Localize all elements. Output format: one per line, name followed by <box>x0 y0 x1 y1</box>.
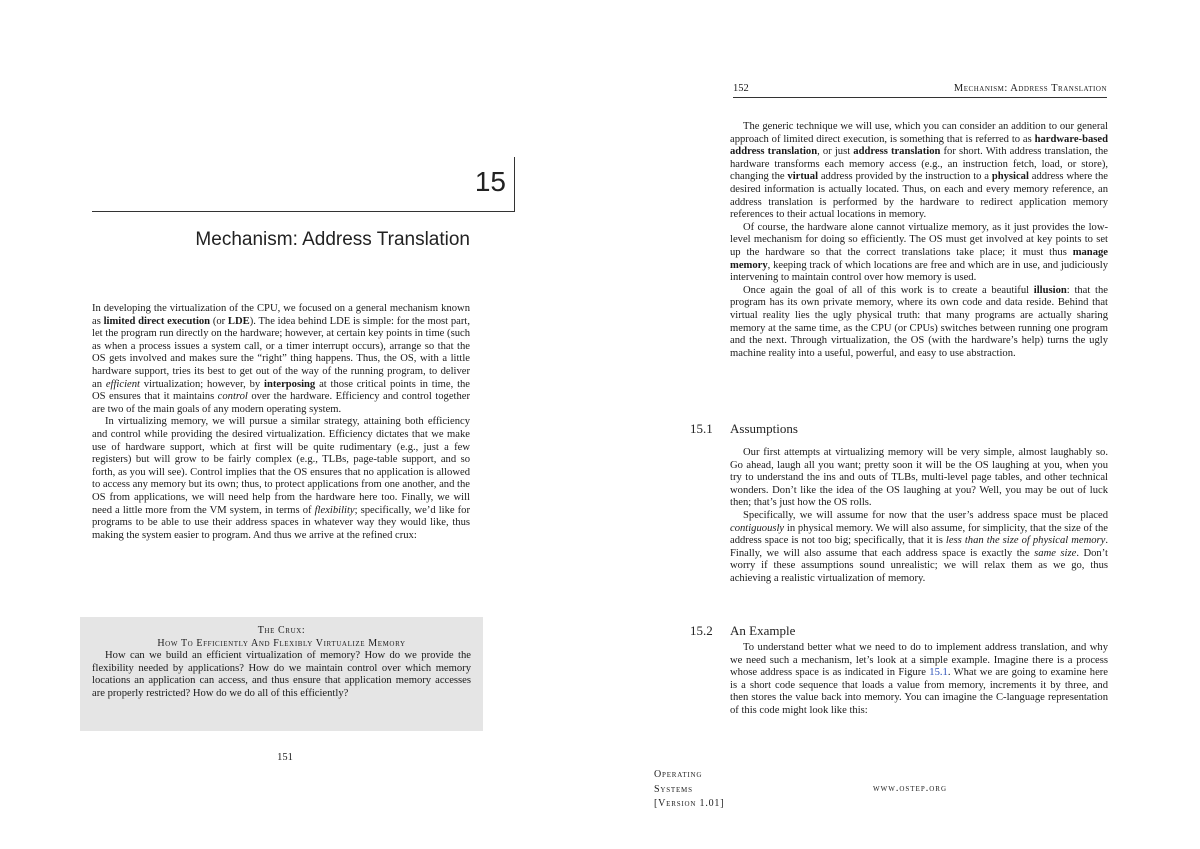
right-paragraph: The generic technique we will use, which you can consider an addition to our general approach of limited direct execution, is something that is referred to as hardware-based address translation, or just address translation for short. With address translation, the hardware transforms each memory access (e.g., an instruction fetch, load, or store), changing the virtual address provided by the instruction to a physical address where the desired information is actually located. Thus, on each and every memory reference, an address translation is performed by the hardware to redirect application memory references to their actual locations in memory. <box>730 121 1108 221</box>
footer-book-info <box>654 768 724 812</box>
italic-term: flexibility <box>314 504 355 516</box>
running-head-title: Mechanism: Address Translation <box>953 83 1107 94</box>
bold-term: address translation <box>853 146 941 158</box>
bold-term: virtual <box>787 171 819 183</box>
footer-line-version: [Version 1.01] <box>654 798 725 809</box>
crux-box <box>80 617 483 731</box>
crux-title: The Crux: <box>257 625 306 636</box>
bold-term: limited direct execution <box>103 315 211 327</box>
section-number: 15.2 <box>690 623 713 638</box>
figure-reference-link[interactable]: 15.1 <box>929 667 948 679</box>
section-title: An Example <box>730 623 796 638</box>
italic-term: efficient <box>105 378 140 390</box>
section-number: 15.1 <box>690 421 713 436</box>
footer-url[interactable]: www.ostep.org <box>873 783 947 794</box>
right-paragraph: Once again the goal of all of this work is to create a beautiful illusion: that the program has its own private memory, where its own code and data reside. Behind that virtual reality lies the ugly physical truth: that many programs are actually sharing memory at the same time, as the CPU (or CPUs) switches between running one program and the next. Through virtualization, the OS (with the hardware’s help) turns the ugly machine reality into a useful, powerful, and easy to use abstraction. <box>730 284 1108 359</box>
bold-term: physical <box>991 171 1029 183</box>
bold-term: illusion <box>1033 284 1067 296</box>
section-paragraph: Our first attempts at virtualizing memory will be very simple, almost laughably so. Go ahead, laugh all you want; pretty soon it will be the OS laughing at you, when you try to understand the ins and outs of TLBs, multi-level page tables, and other technical wonders. Don’t like the idea of the OS laughing at you? Well, you may be out of luck then; that’s just how the OS rolls. <box>730 447 1108 509</box>
section-example-body <box>730 642 1108 718</box>
bold-term: interposing <box>264 378 316 390</box>
running-head-rule <box>733 97 1107 98</box>
bold-term: hardware-based address translation <box>730 133 1108 158</box>
section-assumptions-body <box>730 447 1108 586</box>
right-paragraph: Of course, the hardware alone cannot virtualize memory, as it just provides the low-level mechanism for doing so efficiently. The OS must get involved at key points to set up the hardware so that the correct translations take place; it must thus manage memory, keeping track of which locations are free and which are in use, and judiciously intervening to maintain control over how memory is used. <box>730 221 1108 284</box>
page-number: 151 <box>277 752 293 763</box>
italic-term: same size <box>1034 547 1077 559</box>
chapter-number: 15 <box>474 166 506 197</box>
bold-term: manage memory <box>730 246 1108 271</box>
section-paragraph: To understand better what we need to do to implement address translation, and why we need such a mechanism, let’s look at a simple example. Imagine there is a process whose address space is as indicated in Figure 15.1. What we are going to examine here is a short code sequence that loads a value from memory, increments it by three, and then stores the value back into memory. You can imagine the C-language representation of this code might look like this: <box>730 642 1108 716</box>
italic-term: control <box>217 391 248 403</box>
section-paragraph: Specifically, we will assume for now that the user’s address space must be placed contiguously in physical memory. We will also assume, for simplicity, that the size of the address space is not too big; specifically, that it is less than the size of physical memory. Finally, we will also assume that each address space is exactly the same size. Don’t worry if these assumptions sound unrealistic; we will relax them as we go, thus achieving a realistic virtualization of memory. <box>730 509 1108 584</box>
crux-body: How can we build an efficient virtualization of memory? How do we provide the flexibility needed by applications? How do we maintain control over which memory locations an application can access, and thus ensure that application memory accesses are properly restricted? How do we do all of this efficiently? <box>92 650 471 699</box>
intro-paragraph-2: In virtualizing memory, we will pursue a similar strategy, attaining both efficiency and control while providing the desired virtualization. Efficiency dictates that we make use of hardware support, which at first will be quite rudimentary (e.g., just a few registers) but will grow to be fairly complex (e.g., TLBs, page-table support, and so forth, as you will see). Control implies that the OS ensures that no application is allowed to access any memory but its own; thus, to protect applications from one another, and the OS from applications, we will need help from the hardware here too. Finally, we will need a little more from the VM system, in terms of flexibility; specifically, we’d like for programs to be able to use their address spaces in whatever way they would like, thus making the system easier to program. And thus we arrive at the refined crux: <box>92 416 470 541</box>
section-heading-example <box>690 623 795 639</box>
chapter-rule-vertical <box>514 157 515 212</box>
chapter-rule-horizontal <box>92 211 515 212</box>
section-heading-assumptions <box>690 421 798 437</box>
bold-term: LDE <box>227 315 250 327</box>
footer-line-operating: Operating <box>654 769 703 780</box>
chapter-title: Mechanism: Address Translation <box>195 229 470 250</box>
right-intro <box>730 121 1108 360</box>
italic-term: less than the size of physical memory <box>945 535 1106 547</box>
intro-paragraph-1: In developing the virtualization of the CPU, we focused on a general mechanism known as limited direct execution (or LDE). The idea behind LDE is simple: for the most part, let the program run directly on the hardware; however, at certain key points in time (such as when a process issues a system call, or a timer interrupt occurs), arrange so that the OS gets involved and makes sure the “right” thing happens. Thus, the OS, with a little hardware support, tries its best to get out of the way of the running program, to deliver an efficient virtualization; however, by interposing at those critical points in time, the OS ensures that it maintains control over the hardware. Efficiency and control together are two of the main goals of any modern operating system. <box>92 303 471 415</box>
footer-line-systems: Systems <box>654 783 693 795</box>
section-title: Assumptions <box>730 421 798 436</box>
running-head <box>733 83 1107 97</box>
crux-subtitle: How To Efficiently And Flexibly Virtualize Memory <box>157 637 406 649</box>
italic-term: contiguously <box>730 522 785 534</box>
chapter-intro <box>92 303 470 542</box>
running-head-page-number: 152 <box>733 83 749 94</box>
